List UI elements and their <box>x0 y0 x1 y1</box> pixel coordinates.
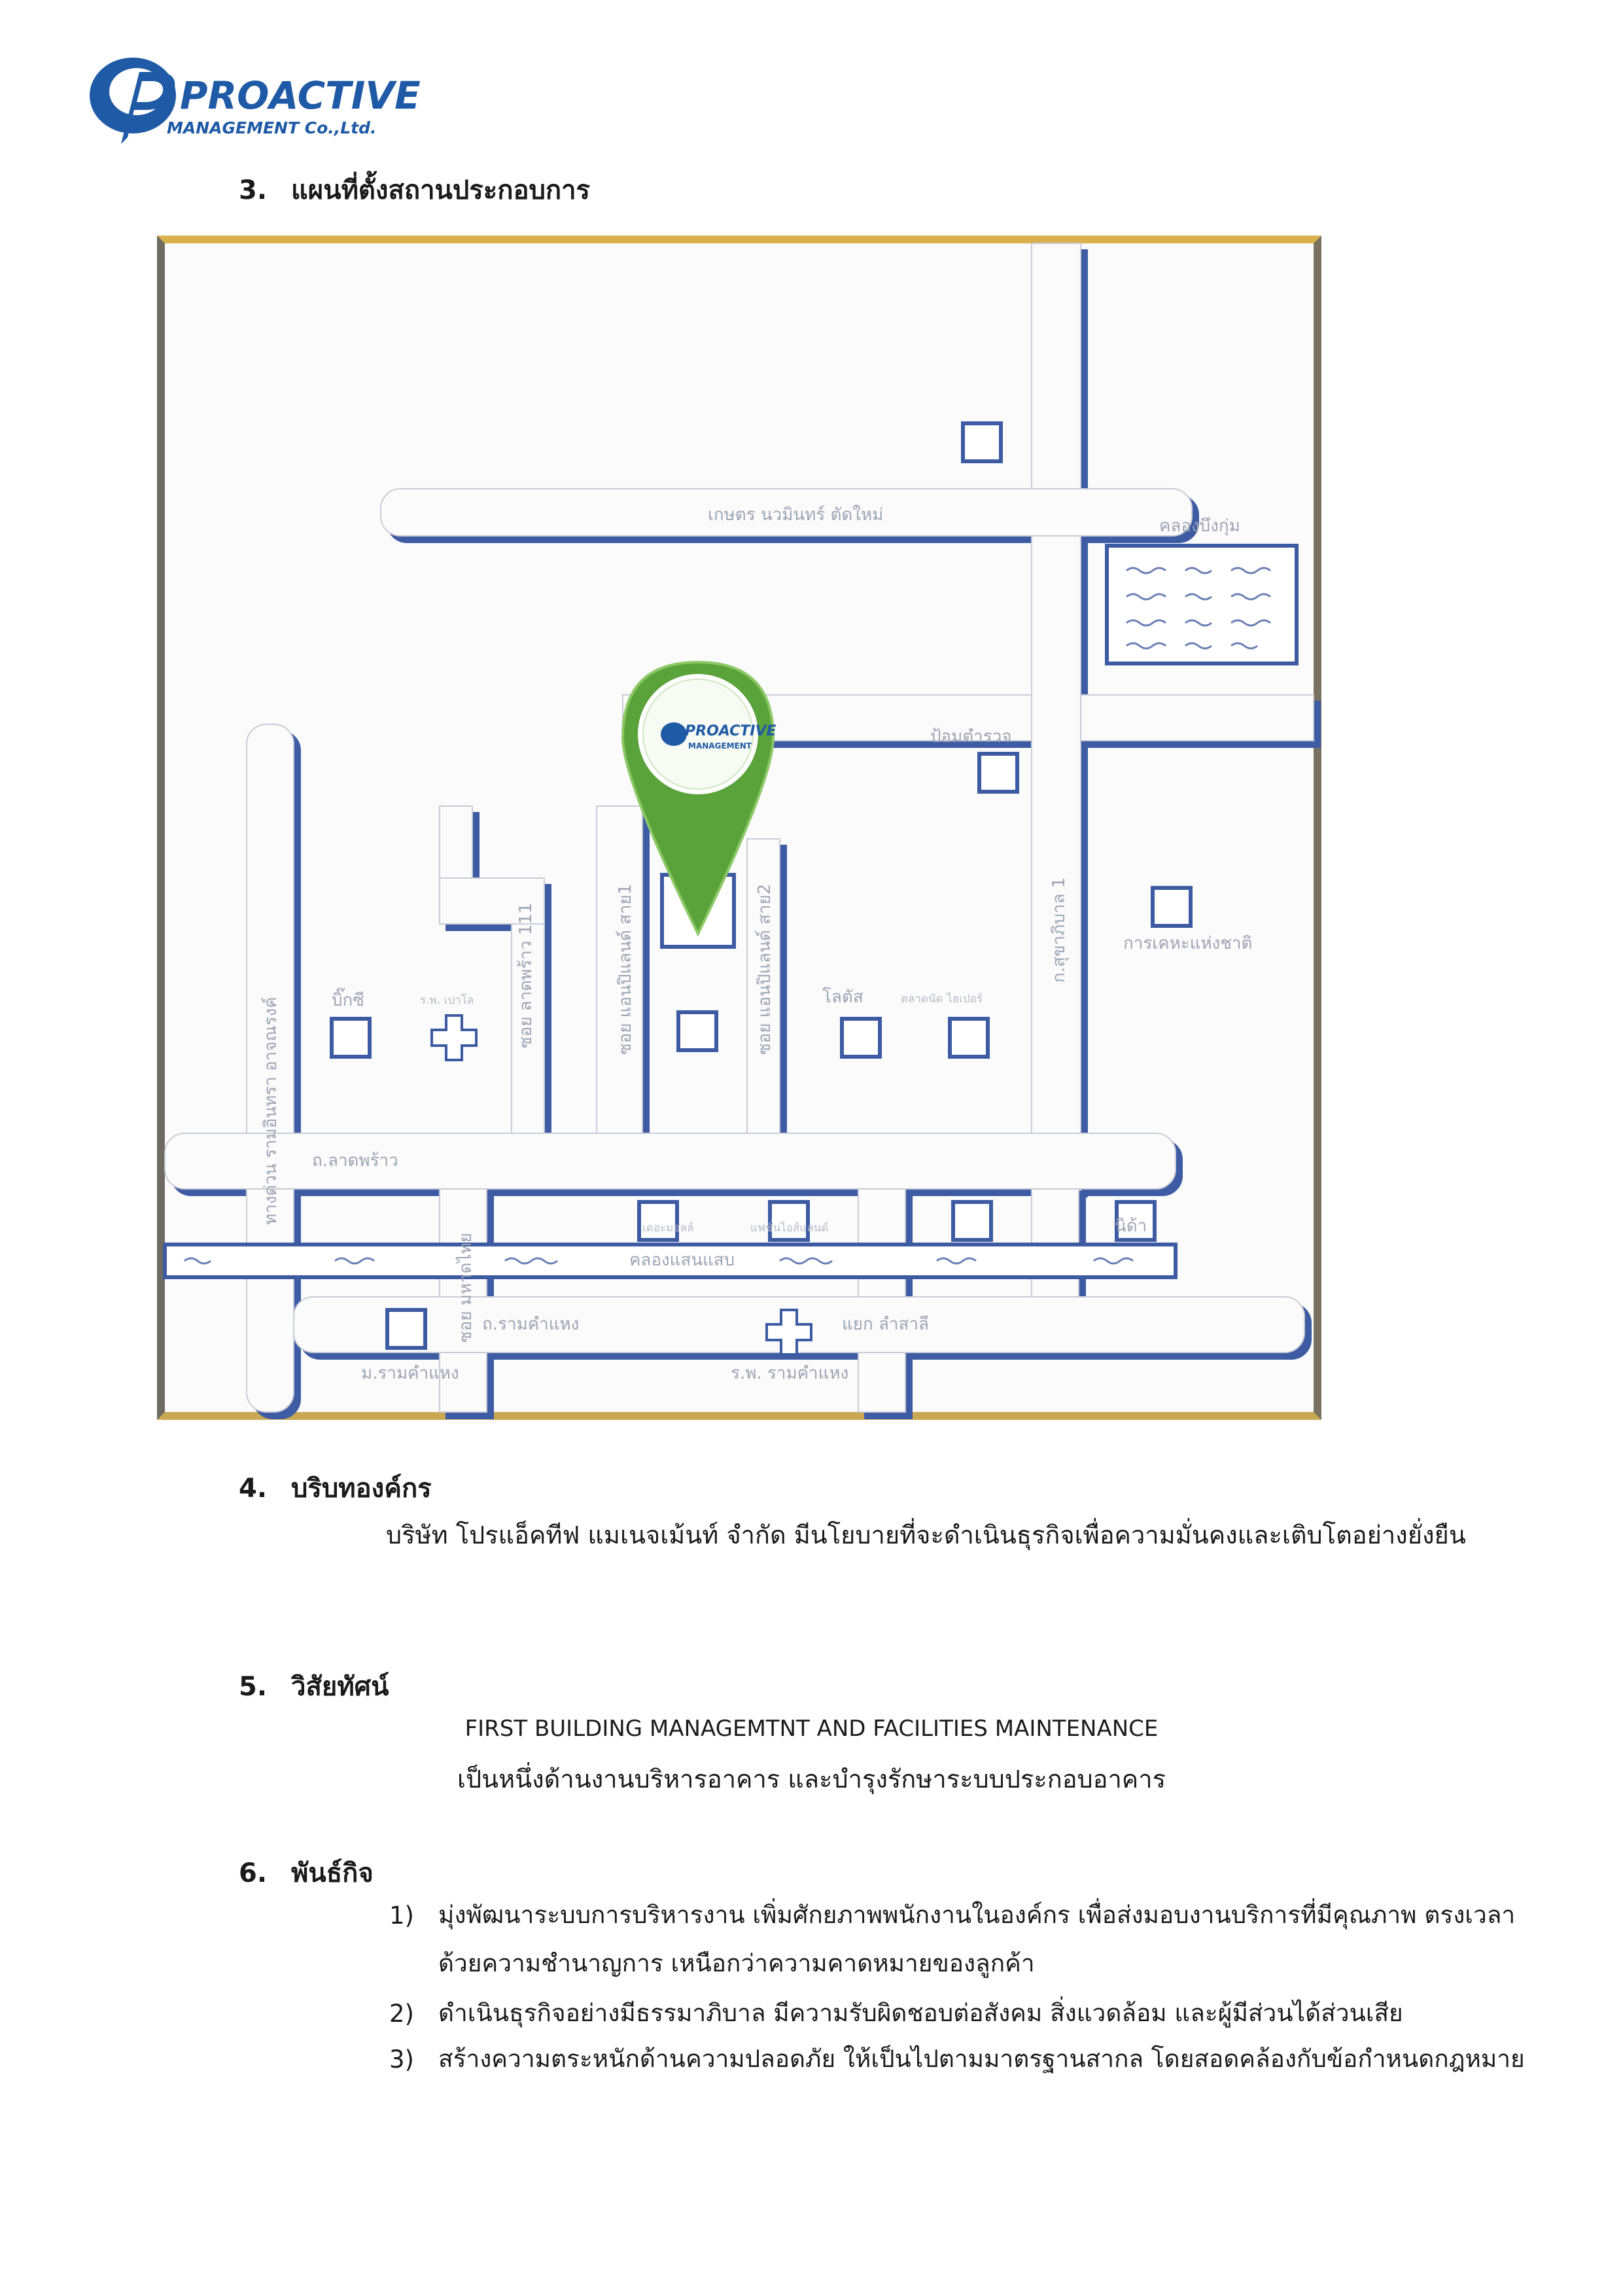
label-canal-saen-saep: คลองแสนแสบ <box>629 1250 735 1270</box>
vision-line-2: เป็นหนึ่งด้านงานบริหารอาคาร และบำรุงรักษาระบบประกอบอาคาร <box>457 1765 1166 1793</box>
section-4-text: บริษัท โปรแอ็คทีฟ แมเนจเม้นท์ จำกัด มีนโยบายที่จะดำเนินธุรกิจเพื่อความมั่นคงและเติบโตอย่างยั่งยืน <box>386 1521 1466 1549</box>
section-6-number: 6. <box>239 1858 268 1888</box>
label-ramkhamhaeng-road: ถ.รามคำแหง <box>482 1315 580 1334</box>
label-nida: นิด้า <box>1115 1216 1147 1236</box>
section-5-title: วิสัยทัศน์ <box>291 1672 389 1702</box>
logo-subtitle: MANAGEMENT Co.,Ltd. <box>167 118 377 137</box>
location-map <box>157 236 1321 1420</box>
section-6-title: พันธ์กิจ <box>291 1858 374 1888</box>
label-ladprao-road: ถ.ลาดพร้าว <box>312 1151 398 1171</box>
label-lotus: โลตัส <box>822 987 864 1007</box>
label-big-c: บิ๊กซี <box>332 991 364 1010</box>
pin-logo-sub: MANAGEMENT <box>688 741 752 751</box>
mission-1-number: 1) <box>389 1901 414 1930</box>
mission-1-line-1: มุ่งพัฒนาระบบการบริหารงาน เพิ่มศักยภาพพนักงานในองค์กร เพื่อส่งมอบงานบริการที่มีคุณภาพ ตรงเวลา <box>438 1901 1516 1929</box>
label-road-top: เกษตร นวมินทร์ ตัดใหม่ <box>708 505 884 525</box>
label-hospital-small: ร.พ. เปาโล <box>420 994 474 1007</box>
section-3-title: แผนที่ตั้งสถานประกอบการ <box>291 175 591 205</box>
label-small-b: แฟชั่นไอส์แลนด์ <box>750 1222 829 1235</box>
logo-mark <box>82 46 421 150</box>
section-3-heading <box>239 169 590 211</box>
label-ramkhamhaeng-uni: ม.รามคำแหง <box>361 1364 459 1383</box>
vision-line-1: FIRST BUILDING MANAGEMTNT AND FACILITIES MAINTENANCE <box>464 1716 1159 1742</box>
label-ram-intra: ทางด่วน รามอินทรา อาจณรงค์ <box>261 997 281 1225</box>
label-housing: การเคหะแห่งชาติ <box>1123 934 1253 953</box>
label-bangkapi1: ก.สุขาภิบาล 1 <box>1049 877 1069 983</box>
company-logo <box>82 46 421 150</box>
label-ramkhamhaeng-hosp: ร.พ. รามคำแหง <box>731 1364 849 1383</box>
label-lam-sali: แยก ลำสาลี <box>842 1315 929 1334</box>
label-ladprao-111: ซอย ลาดพร้าว 111 <box>516 902 536 1048</box>
logo-name: PROACTIVE <box>180 73 421 118</box>
map-drawing <box>165 243 1314 1412</box>
section-4-heading <box>239 1467 432 1509</box>
mission-3-line-1: สร้างความตระหนักด้านความปลอดภัย ให้เป็นไปตามมาตรฐานสากล โดยสอดคล้องกับข้อกำหนดกฎหมาย <box>438 2045 1525 2073</box>
section-4-title: บริบทองค์กร <box>291 1474 432 1504</box>
canal-bung-kum <box>1107 546 1297 663</box>
section-5-number: 5. <box>239 1672 268 1702</box>
mission-1-line-2: ด้วยความชำนาญการ เหนือกว่าความคาดหมายของลูกค้า <box>438 1949 1035 1977</box>
label-canal-top: คลองบึงกุ่ม <box>1159 516 1240 536</box>
section-4-number: 4. <box>239 1474 268 1504</box>
label-soi-mbl2: ซอย แอนปิแลนด์ สาย2 <box>755 883 775 1055</box>
pin-logo-name: PROACTIVE <box>685 723 777 739</box>
label-small-a: เดอะมอลล์ <box>642 1222 694 1235</box>
label-police: ป้อมตำรวจ <box>930 727 1012 747</box>
mission-2-number: 2) <box>389 2000 414 2028</box>
section-5-heading <box>239 1665 389 1707</box>
mission-3-number: 3) <box>389 2045 414 2074</box>
label-soi-mbl1: ซอย แอนปิแลนด์ สาย1 <box>616 883 635 1055</box>
label-lotus-small: ตลาดนัด ไฮเปอร์ <box>901 993 983 1006</box>
section-3-number: 3. <box>239 175 268 205</box>
label-soi-mahadthai: ซอย มหาดไทย <box>456 1233 476 1343</box>
section-6-heading <box>239 1852 374 1894</box>
mission-2-line-1: ดำเนินธุรกิจอย่างมีธรรมาภิบาล มีความรับผิดชอบต่อสังคม สิ่งแวดล้อม และผู้มีส่วนได้ส่วนเสีย <box>438 1999 1403 2027</box>
